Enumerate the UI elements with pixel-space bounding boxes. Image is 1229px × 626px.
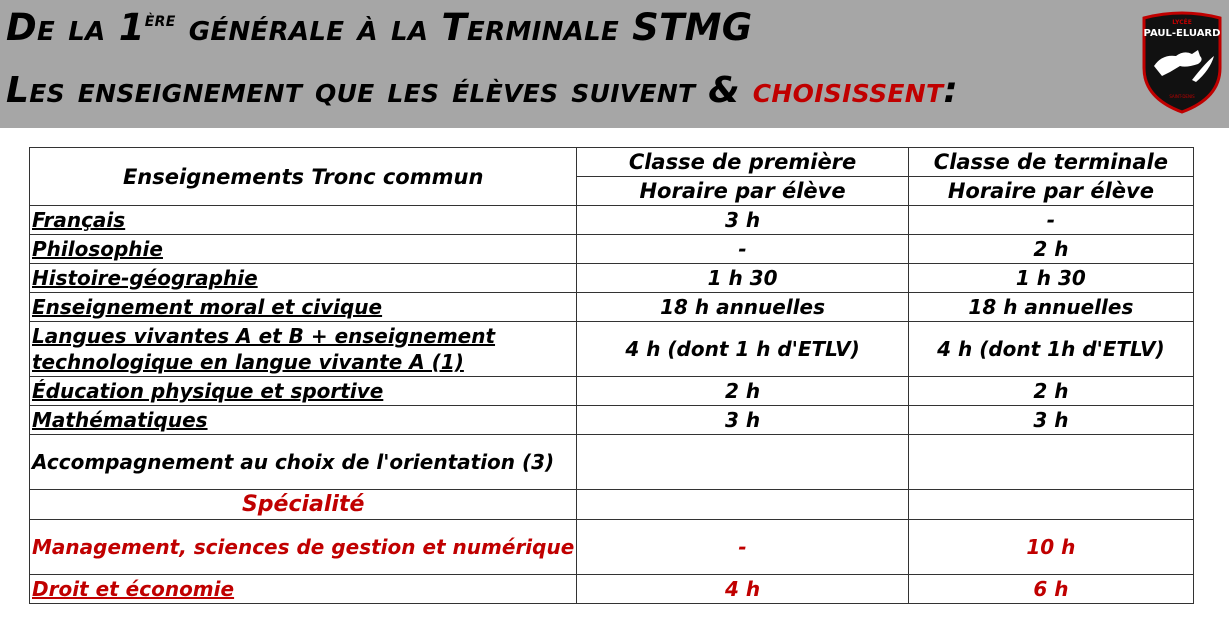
premiere-cell: 1 h 30 [577, 264, 908, 293]
premiere-cell: 3 h [577, 406, 908, 435]
terminale-cell [908, 435, 1193, 490]
svg-text:LYCÉE: LYCÉE [1172, 19, 1192, 26]
subject-cell: Enseignement moral et civique [30, 293, 577, 322]
title-banner [0, 0, 1229, 128]
header-terminale: Classe de terminale [908, 148, 1193, 177]
terminale-cell: 2 h [908, 377, 1193, 406]
terminale-cell: 1 h 30 [908, 264, 1193, 293]
subject-cell: Philosophie [30, 235, 577, 264]
table-row [30, 377, 1194, 406]
premiere-cell [577, 435, 908, 490]
premiere-cell: - [577, 235, 908, 264]
page-title-line2: Les enseignement que les élèves suivent & choisissent: [6, 70, 959, 111]
terminale-cell: 18 h annuelles [908, 293, 1193, 322]
header-tronc-commun: Enseignements Tronc commun [30, 148, 577, 206]
table-row [30, 264, 1194, 293]
table-row [30, 322, 1194, 377]
premiere-cell: - [577, 520, 908, 575]
subject-cell: Droit et économie [30, 575, 577, 604]
table-row [30, 520, 1194, 575]
subheader-terminale: Horaire par élève [908, 177, 1193, 206]
subject-cell: Français [30, 206, 577, 235]
specialite-label: Spécialité [30, 490, 577, 520]
table-row [30, 435, 1194, 490]
subject-cell: Éducation physique et sportive [30, 377, 577, 406]
subject-cell: Accompagnement au choix de l'orientation (3) [30, 435, 577, 490]
curriculum-table [29, 147, 1194, 604]
terminale-cell: 10 h [908, 520, 1193, 575]
empty-cell [908, 490, 1193, 520]
svg-text:PAUL-ELUARD: PAUL-ELUARD [1143, 28, 1221, 39]
terminale-cell: 4 h (dont 1h d'ETLV) [908, 322, 1193, 377]
page-title-line1: De la 1ère générale à la Terminale STMG [6, 6, 753, 49]
premiere-cell: 18 h annuelles [577, 293, 908, 322]
premiere-cell: 4 h (dont 1 h d'ETLV) [577, 322, 908, 377]
premiere-cell: 4 h [577, 575, 908, 604]
terminale-cell: - [908, 206, 1193, 235]
school-logo [1140, 10, 1224, 114]
subject-cell: Langues vivantes A et B + enseignement technologique en langue vivante A (1) [30, 322, 577, 377]
table-row [30, 235, 1194, 264]
terminale-cell: 6 h [908, 575, 1193, 604]
premiere-cell: 3 h [577, 206, 908, 235]
terminale-cell: 2 h [908, 235, 1193, 264]
subheader-premiere: Horaire par élève [577, 177, 908, 206]
subject-cell: Mathématiques [30, 406, 577, 435]
specialite-header-row [30, 490, 1194, 520]
table-row [30, 575, 1194, 604]
svg-text:SAINT-DENIS: SAINT-DENIS [1169, 94, 1195, 99]
terminale-cell: 3 h [908, 406, 1193, 435]
highlight-choisissent: choisissent [752, 70, 944, 111]
header-premiere: Classe de première [577, 148, 908, 177]
table-row [30, 293, 1194, 322]
table-row [30, 406, 1194, 435]
subject-cell: Management, sciences de gestion et numérique [30, 520, 577, 575]
premiere-cell: 2 h [577, 377, 908, 406]
empty-cell [577, 490, 908, 520]
table-row [30, 206, 1194, 235]
subject-cell: Histoire-géographie [30, 264, 577, 293]
